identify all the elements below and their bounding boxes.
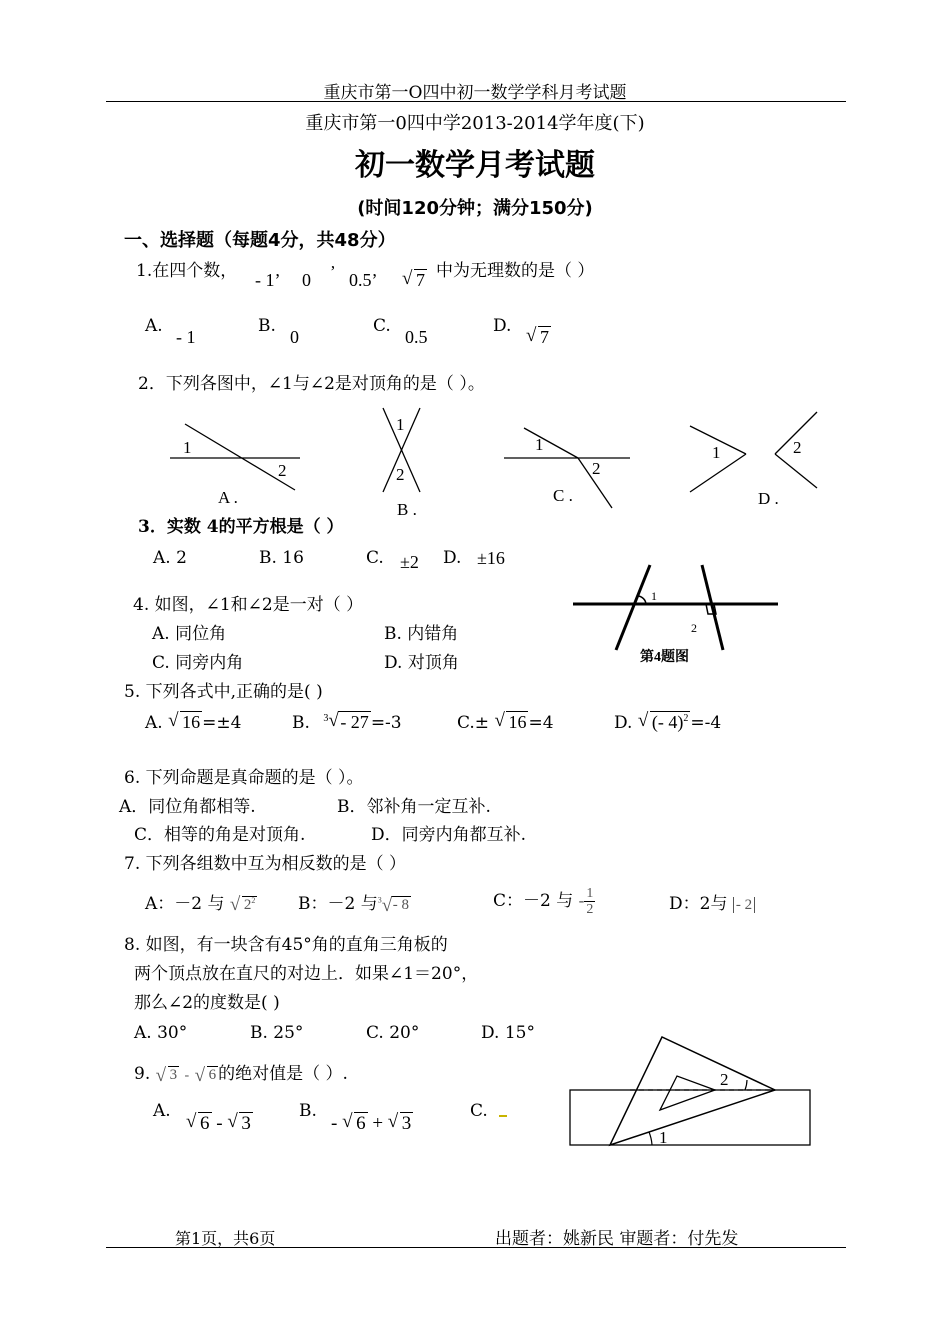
q1-num-3: ’ [330,262,336,281]
q9-option-b-label: B. [299,1101,317,1121]
q8-angle-2: 2 [720,1070,729,1089]
q1-option-b-label: B. [258,316,276,336]
q8-line-1: 8. 如图，有一块含有45°角的直角三角板的 [124,935,448,955]
footer-authors: 出题者：姚新民 审题者：付先发 [495,1229,739,1249]
q9-stem: 9. √ 3 - √ 6 的绝对值是（ ）. [134,1064,348,1086]
q4-angle-2: 2 [691,621,697,635]
q2-b-angle-2: 2 [396,465,405,484]
q1-num-4: 0.5’ [349,270,378,290]
triangle-outer [610,1037,775,1145]
page-title: 初一数学月考试题 [355,148,595,183]
q3-option-d-value: ±16 [477,548,505,568]
q4-stem: 4. 如图，∠1和∠2是一对（ ） [133,595,364,615]
q8-option-c: C. 20° [366,1023,420,1043]
q5-option-c: C.± √ 16 =4 [457,710,554,733]
q6-option-a: A．同位角都相等. [119,797,256,817]
q2-c-angle-2: 2 [592,459,601,478]
q4-option-a: A. 同位角 [152,624,227,644]
q1-num-5: √ 7 [402,268,425,290]
q4-option-d: D. 对顶角 [384,653,459,673]
ruler [570,1090,810,1145]
q8-line-3: 那么∠2的度数是( ) [134,993,280,1013]
q8-angle-1: 1 [659,1128,668,1147]
q1-stem-a: 1.在四个数， [136,261,238,281]
q2-b-angle-1: 1 [396,415,405,434]
q3-option-c-label: C. [366,548,384,568]
q1-num-1: - 1’ [255,270,281,290]
q1-option-b-value: 0 [290,327,299,347]
q2-c-label: C . [553,486,573,505]
q9-option-c-mark [499,1115,507,1117]
q2-figure-d [690,412,817,508]
q7-option-b: B：－2 与$^3$ √ - 8 [298,894,409,916]
q1-option-a-value: - 1 [176,327,196,347]
page-subtitle: (时间120分钟；满分150分) [357,198,593,219]
q8-option-b: B. 25° [250,1023,304,1043]
q3-option-c-value: ±2 [400,552,419,572]
q5-option-a: A. √ 16 =±4 [145,710,242,733]
q9-option-a-label: A. [153,1101,171,1121]
q2-d-angle-2: 2 [793,438,802,457]
q1-option-d-value: √ 7 [526,325,549,347]
q4-figure [568,560,783,672]
q2-figure-b [383,408,420,519]
q9-option-c-label: C. [470,1101,488,1121]
q4-option-b: B. 内错角 [384,624,459,644]
q1-option-d-label: D. [493,316,512,336]
q1-stem-b: 中为无理数的是（ ） [436,261,595,281]
q7-stem: 7. 下列各组数中互为相反数的是（ ） [124,854,407,874]
q2-a-angle-1: 1 [183,438,192,457]
q7-option-a: A：－2 与 √ $2^2$ [145,894,256,915]
q6-stem: 6. 下列命题是真命题的是（ ）。 [124,768,364,788]
q6-option-d: D．同旁内角都互补. [371,825,527,845]
q2-c-angle-1: 1 [535,435,544,454]
q1-num-2: 0 [302,270,311,290]
q3-stem: 3．实数 4的平方根是（ ） [138,517,344,537]
q2-a-label: A . [218,488,238,507]
q3-option-b: B. 16 [259,548,304,568]
section-heading: 一、选择题（每题4分，共48分） [124,230,396,251]
page-header: 重庆市第一O四中初一数学学科月考试题 [323,83,627,103]
q4-option-c: C. 同旁内角 [152,653,244,673]
q6-option-c: C．相等的角是对顶角. [134,825,306,845]
q2-stem: 2．下列各图中，∠1与∠2是对顶角的是（ ）。 [138,374,485,394]
footer-page-number: 第1页，共6页 [175,1229,276,1248]
q2-figure-c [504,428,630,508]
q1-option-c-label: C. [373,316,391,336]
q7-option-c: C：－2 与 - $\frac{1}{2}$ [493,886,594,917]
q5-option-d: D. √ (- 4)$^2$ =-4 [614,710,722,733]
q2-figure-a [170,424,300,507]
q3-option-a: A. 2 [153,548,187,568]
header-rule [106,101,846,102]
q8-line-2: 两个顶点放在直尺的对边上．如果∠1＝20°， [134,964,479,984]
q4-caption: 第4题图 [640,650,689,665]
q4-angle-1: 1 [651,589,657,603]
q1-option-a-label: A. [145,316,163,336]
q1-option-c-value: 0.5 [405,327,428,347]
q8-option-a: A. 30° [134,1023,188,1043]
q9-option-a-value: √ 6 - √ 3 [186,1111,251,1134]
q2-figures [160,400,840,525]
school-line: 重庆市第一0四中学2013-2014学年度(下) [305,113,645,134]
q6-option-b: B．邻补角一定互补. [337,797,491,817]
q3-option-d-label: D. [443,548,462,568]
q2-d-angle-1: 1 [712,443,721,462]
triangle-inner [660,1076,715,1110]
q2-b-label: B . [397,500,417,519]
q2-d-label: D . [758,489,779,508]
q5-stem: 5. 下列各式中,正确的是( ) [124,682,323,702]
q7-option-d: D：2与 - 2 [669,889,755,914]
q2-a-angle-2: 2 [278,461,287,480]
q9-option-b-value: - √ 6 + √ 3 [331,1111,412,1134]
q8-figure [565,1030,815,1150]
q5-option-b: B. $^3$ √ - 27 =-3 [292,710,402,733]
footer-rule [106,1247,846,1248]
q8-option-d: D. 15° [481,1023,535,1043]
